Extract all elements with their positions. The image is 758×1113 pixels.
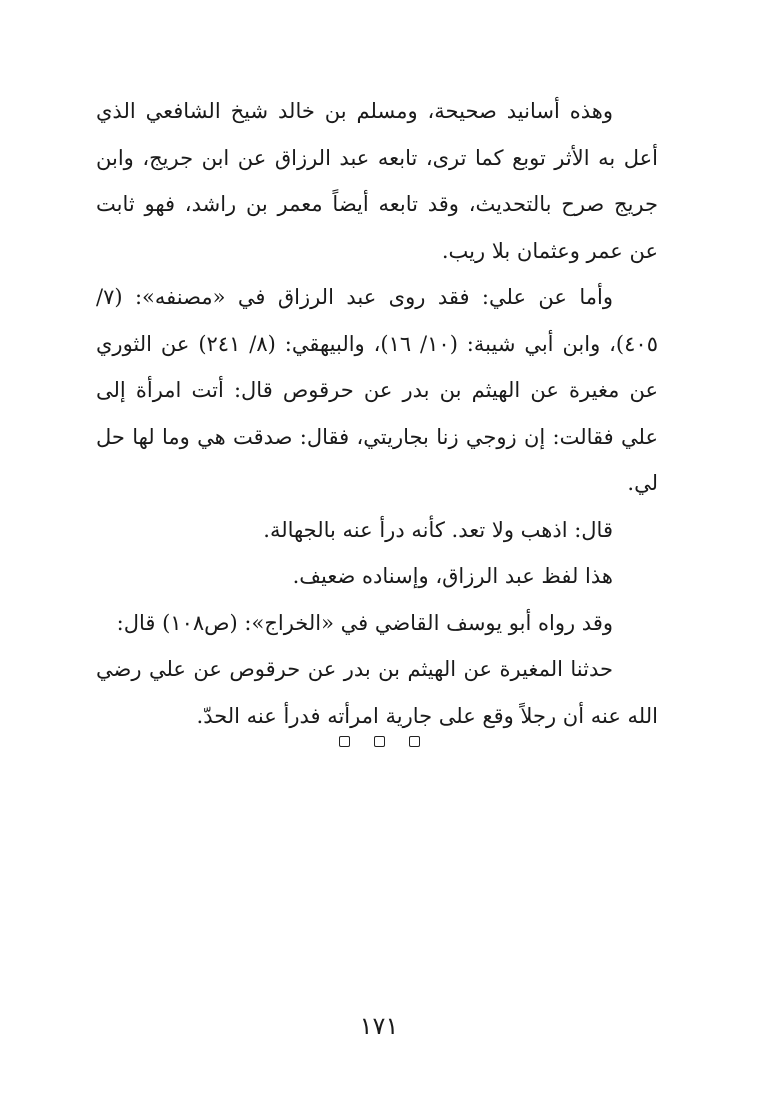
section-separator (0, 736, 758, 747)
text-line: وأما عن علي: فقد روى عبد الرزاق في «مصنفه»: (٧/ ٤٠٥)، وابن (96, 285, 658, 356)
text-line: بالتحديث، وقد تابعه أيضاً معمر بن راشد، فهو ثابت عن عمر وعثمان (96, 192, 658, 263)
text-line: وقد رواه أبو يوسف القاضي في «الخراج»: (ص١٠٨) قال: (116, 610, 613, 635)
text-line: بلا ريب. (441, 238, 511, 263)
square-ornament-icon (409, 736, 420, 747)
paragraph-narration-ali (96, 274, 658, 507)
main-text (96, 88, 658, 739)
paragraph-chains-authentic (96, 88, 658, 274)
text-line: حدثنا المغيرة عن الهيثم بن بدر عن حرقوص عن علي رضي الله عنه (96, 657, 658, 728)
page-number: ١٧١ (359, 1012, 399, 1040)
paragraph-kharaj-narration (96, 646, 658, 739)
text-line: بجاريتي، فقال: صدقت هي وما لها حل لي. (96, 424, 658, 495)
text-line: الهيثم بن بدر عن حرقوص قال: أتت امرأة إلى علي فقالت: إن زوجي زنا (96, 378, 658, 449)
square-ornament-icon (374, 736, 385, 747)
text-line: هذا لفظ عبد الرزاق، وإسناده ضعيف. (292, 564, 613, 588)
text-line: أن رجلاً وقع على جارية امرأته فدرأ عنه الحدّ. (196, 703, 585, 728)
paragraph-kharaj-source (96, 600, 658, 647)
square-ornament-icon (339, 736, 350, 747)
paragraph-grading (96, 553, 658, 600)
paragraph-reply (96, 507, 658, 554)
text-line: وهذه أسانيد صحيحة، ومسلم بن خالد شيخ الشافعي الذي أعل به (96, 99, 658, 170)
text-line: الأثر توبع كما ترى، تابعه عبد الرزاق عن ابن جريج، وابن جريج صرح (96, 145, 658, 216)
text-line: قال: اذهب ولا تعد. كأنه درأ عنه بالجهالة. (263, 517, 613, 542)
text-line: أبي شيبة: (١٠/ ١٦)، والبيهقي: (٨/ ٢٤١) عن الثوري عن مغيرة عن (96, 331, 658, 402)
